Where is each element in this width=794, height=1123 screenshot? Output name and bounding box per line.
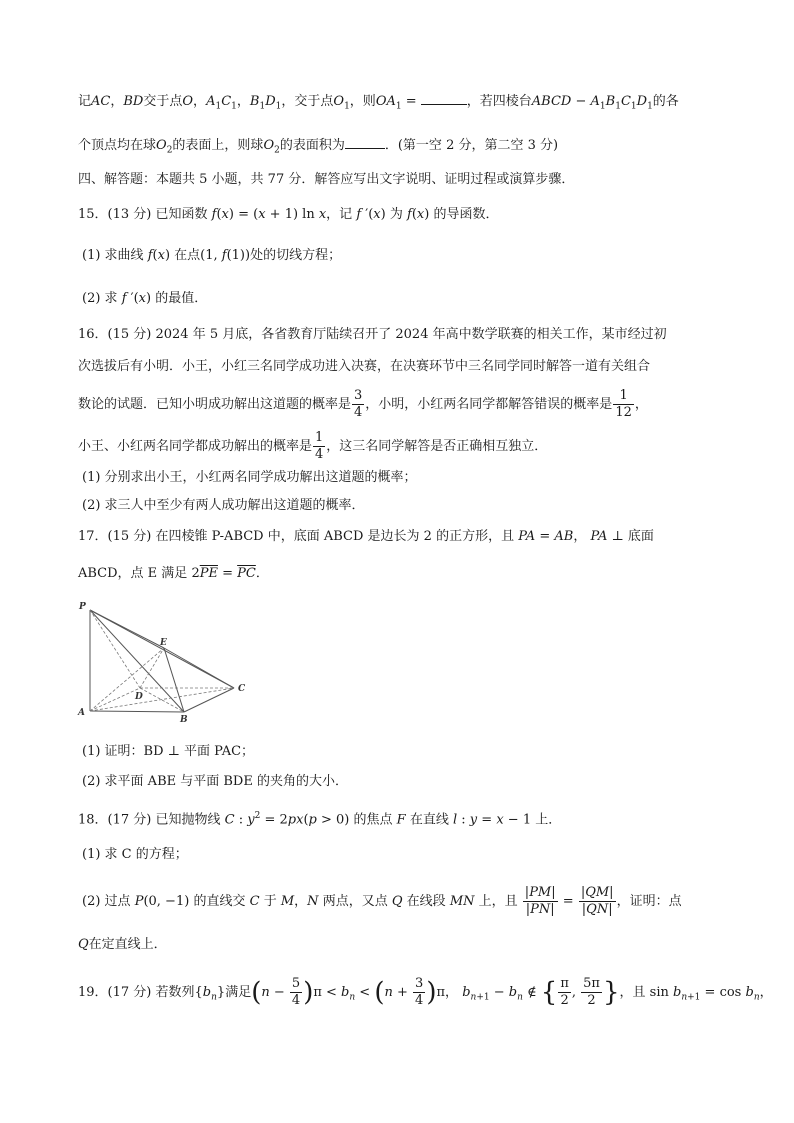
q17-sub1: (1) 证明：BD ⊥ 平面 PAC； — [82, 744, 255, 759]
diag-AC — [90, 688, 234, 711]
fraction-5pi-2: $\frac{5\pi}{2}$ — [583, 976, 600, 1008]
edge-PD — [90, 610, 140, 688]
label-P: P — [79, 602, 86, 612]
q16-sub2: (2) 求三人中至少有两人成功解出这道题的概率． — [82, 498, 365, 513]
q16-line3: 数论的试题．已知小明成功解出这道题的概率是 $\frac{3}{4}$ ，小明，小红两名同学都解答错误的概率是 $\frac{1}{12}$ ， — [78, 388, 648, 420]
edge-AB — [90, 711, 184, 712]
q14-line1: 记AC，BD交于点O，$A_1C_1$，$B_1D_1$，交于点$O_1$，则$OA_1$ = ，若四棱台ABCD − $A_1B_1C_1D_1$的各 — [78, 94, 679, 112]
q18-sub2: (2) 过点 P(0, −1) 的直线交 C 于 M，N 两点，又点 Q 在线段 MN 上，且 $\frac{|PM|}{|PN|}$ = $\frac{|QM|}{|QN|}$ ，证明：点 — [82, 885, 682, 917]
q15-sub1: (1) 求曲线 f(x) 在点(1, f(1))处的切线方程； — [82, 248, 342, 263]
q14-line2: 个顶点均在球$O_2$的表面上，则球$O_2$的表面积为 ．(第一空 2 分，第二空 3 分) — [78, 138, 559, 156]
fraction-5-4: $\frac{5}{4}$ — [291, 976, 301, 1008]
q17-sub2: (2) 求平面 ABE 与平面 BDE 的夹角的大小． — [82, 774, 348, 789]
label-D: D — [135, 692, 143, 702]
q18-line1: 18．(17 分) 已知抛物线 C : $y^2 = 2px(p > 0)$ 的焦点 F 在直线 l : y = x − 1 上． — [78, 811, 562, 828]
ratio-PM-PN: $\frac{|PM|}{|PN|}$ — [524, 885, 556, 917]
label-E: E — [160, 638, 167, 648]
fraction-1-4: $\frac{1}{4}$ — [315, 430, 324, 462]
answer-blank-1[interactable] — [421, 92, 467, 105]
ratio-QM-QN: $\frac{|QM|}{|QN|}$ — [580, 885, 614, 917]
pyramid-figure — [72, 598, 257, 723]
q15-stem: 15．(13 分) 已知函数 f(x) = (x + 1) ln x，记 f ′(x) 为 f(x) 的导函数． — [78, 207, 499, 222]
q18-sub1: (1) 求 C 的方程； — [82, 847, 188, 862]
q17-line2: ABCD，点 E 满足 $2\overline{PE} = \overline{PC}$． — [78, 566, 269, 581]
q18-line3: Q在定直线上． — [78, 937, 167, 952]
fraction-3-4: $\frac{3}{4}$ — [354, 388, 363, 420]
edge-AD — [90, 688, 140, 711]
q16-sub1: (1) 分别求出小王，小红两名同学成功解出这道题的概率； — [82, 470, 417, 485]
q16-line2: 次选拔后有小明．小王，小红三名同学成功进入决赛，在决赛环节中三名同学同时解答一道有关组合 — [78, 359, 651, 374]
q16-line1: 16．(15 分) 2024 年 5 月底，各省教育厅陆续召开了 2024 年高中数学联赛的相关工作，某市经过初 — [78, 327, 667, 342]
q19-line1: 19．(17 分) 若数列$\{b_n\}$满足(n − $\frac{5}{4}$ )$\pi < b_n < (n$ + $\frac{3}{4}$ )π， $b_{n+1} - b_n$ ∉ { $\frac{\pi}{2}$ , $\frac{5\pi}{2}$ }，且 $\sin b_{n+1} = \cos b_n$， — [78, 976, 773, 1008]
fraction-1-12: $\frac{1}{12}$ — [615, 388, 632, 420]
label-B: B — [180, 715, 188, 723]
label-C: C — [238, 684, 246, 694]
edge-AE — [90, 648, 164, 711]
label-A: A — [78, 708, 85, 718]
fraction-3-4b: $\frac{3}{4}$ — [415, 976, 424, 1008]
fraction-pi-2: $\frac{\pi}{2}$ — [560, 976, 569, 1008]
answer-blank-2[interactable] — [345, 136, 385, 149]
section-heading: 四、解答题：本题共 5 小题，共 77 分．解答应写出文字说明、证明过程或演算步骤． — [78, 172, 575, 187]
q15-sub2: (2) 求 f ′(x) 的最值． — [82, 291, 208, 306]
edge-PC — [90, 610, 234, 688]
q16-line4: 小王、小红两名同学都成功解出的概率是 $\frac{1}{4}$ ，这三名同学解答是否正确相互独立． — [78, 430, 548, 462]
q17-line1: 17．(15 分) 在四棱锥 P-ABCD 中，底面 ABCD 是边长为 2 的正方形，且 PA = AB， PA ⊥ 底面 — [78, 529, 654, 544]
